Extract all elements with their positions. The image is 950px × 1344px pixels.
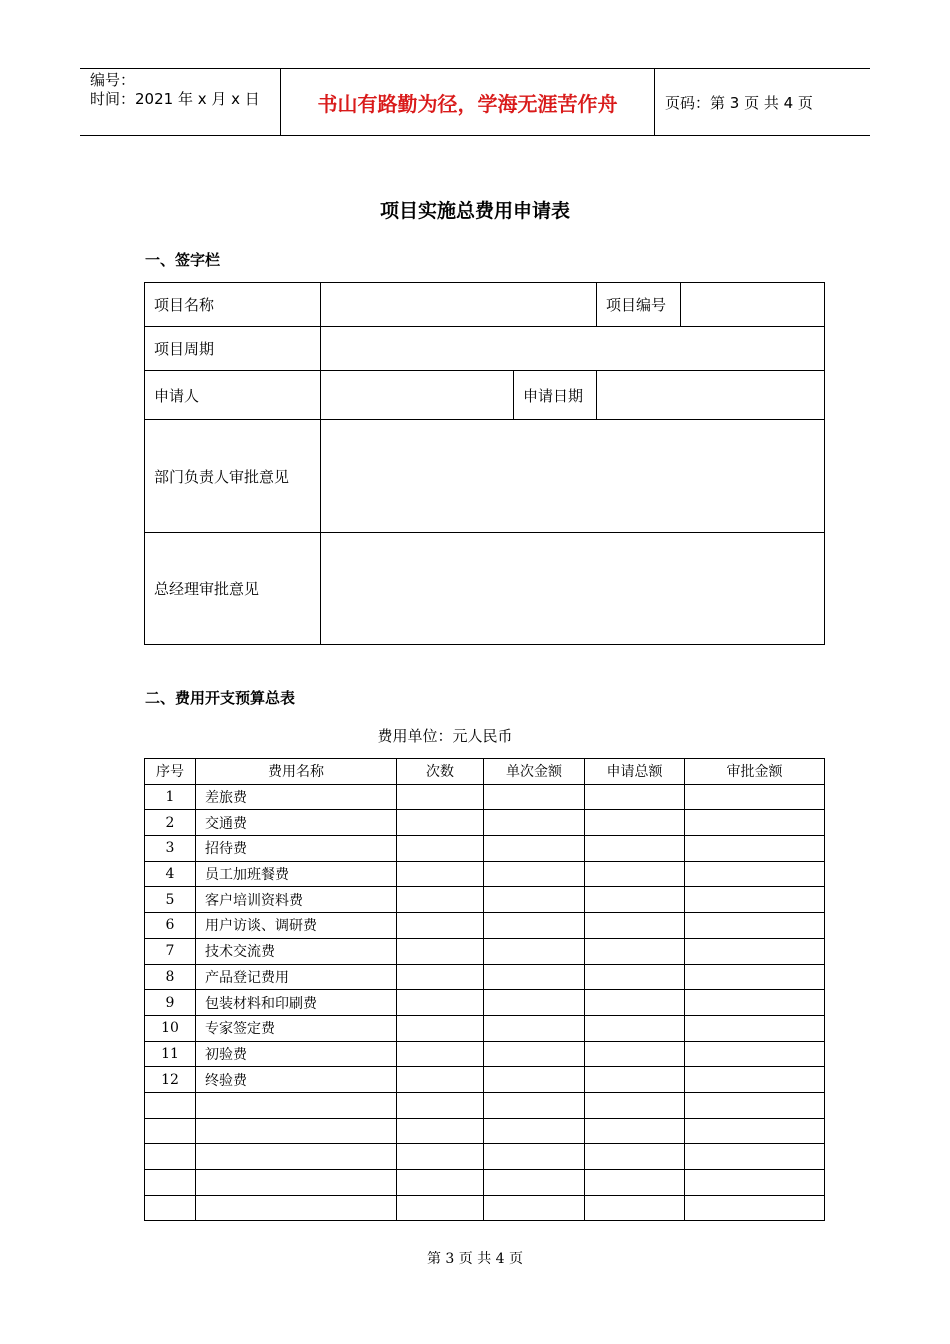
expense-name xyxy=(196,1195,397,1221)
total-amount-cell[interactable] xyxy=(585,1195,685,1221)
unit-amount-cell[interactable] xyxy=(484,1195,585,1221)
expense-name: 用户访谈、调研费 xyxy=(196,913,397,939)
total-amount-cell[interactable] xyxy=(585,1067,685,1093)
approved-amount-cell[interactable] xyxy=(685,990,825,1016)
col-header-unit-amount: 单次金额 xyxy=(484,759,585,785)
table-row xyxy=(145,784,825,810)
unit-amount-cell[interactable] xyxy=(484,836,585,862)
table-row xyxy=(145,283,825,327)
expense-name: 技术交流费 xyxy=(196,938,397,964)
unit-amount-cell[interactable] xyxy=(484,913,585,939)
expense-name: 专家签定费 xyxy=(196,1015,397,1041)
count-cell[interactable] xyxy=(397,887,484,913)
approved-amount-cell[interactable] xyxy=(685,913,825,939)
count-cell[interactable] xyxy=(397,938,484,964)
apply-date-label: 申请日期 xyxy=(514,371,597,420)
table-row xyxy=(145,371,825,420)
page-footer: 第 3 页 共 4 页 xyxy=(426,1251,524,1267)
expense-name xyxy=(196,1092,397,1118)
total-amount-cell[interactable] xyxy=(585,964,685,990)
total-amount-cell[interactable] xyxy=(585,836,685,862)
total-amount-cell[interactable] xyxy=(585,784,685,810)
table-row xyxy=(145,990,825,1016)
row-number xyxy=(145,1195,196,1221)
row-number: 1 xyxy=(145,784,196,810)
approved-amount-cell[interactable] xyxy=(685,1041,825,1067)
approved-amount-cell[interactable] xyxy=(685,964,825,990)
approved-amount-cell[interactable] xyxy=(685,836,825,862)
unit-amount-cell[interactable] xyxy=(484,1067,585,1093)
row-number: 3 xyxy=(145,836,196,862)
section-heading-signature: 一、签字栏 xyxy=(145,251,221,269)
unit-amount-cell[interactable] xyxy=(484,1118,585,1144)
table-row xyxy=(145,1195,825,1221)
unit-amount-cell[interactable] xyxy=(484,1144,585,1170)
table-row xyxy=(145,836,825,862)
signature-table xyxy=(144,282,825,645)
total-amount-cell[interactable] xyxy=(585,810,685,836)
project-no-label: 项目编号 xyxy=(597,283,681,327)
total-amount-cell[interactable] xyxy=(585,1144,685,1170)
project-name-label: 项目名称 xyxy=(145,283,321,327)
count-cell[interactable] xyxy=(397,1092,484,1118)
table-row xyxy=(145,1118,825,1144)
count-cell[interactable] xyxy=(397,1170,484,1196)
approved-amount-cell[interactable] xyxy=(685,1170,825,1196)
unit-amount-cell[interactable] xyxy=(484,964,585,990)
row-number: 4 xyxy=(145,861,196,887)
dept-opinion-field[interactable] xyxy=(321,420,825,533)
expense-name: 差旅费 xyxy=(196,784,397,810)
approved-amount-cell[interactable] xyxy=(685,1118,825,1144)
unit-amount-cell[interactable] xyxy=(484,1092,585,1118)
table-row xyxy=(145,1170,825,1196)
count-cell[interactable] xyxy=(397,1041,484,1067)
count-cell[interactable] xyxy=(397,990,484,1016)
approved-amount-cell[interactable] xyxy=(685,861,825,887)
table-row xyxy=(145,1015,825,1041)
table-row xyxy=(145,327,825,371)
table-row xyxy=(145,420,825,533)
unit-amount-cell[interactable] xyxy=(484,861,585,887)
currency-unit: 费用单位：元人民币 xyxy=(377,727,513,745)
total-amount-cell[interactable] xyxy=(585,861,685,887)
count-cell[interactable] xyxy=(397,861,484,887)
col-header-count: 次数 xyxy=(397,759,484,785)
expense-name: 包装材料和印刷费 xyxy=(196,990,397,1016)
approved-amount-cell[interactable] xyxy=(685,1195,825,1221)
table-row xyxy=(145,1144,825,1170)
expense-name xyxy=(196,1170,397,1196)
row-number xyxy=(145,1144,196,1170)
unit-amount-cell[interactable] xyxy=(484,1170,585,1196)
applicant-field[interactable] xyxy=(321,371,514,420)
count-cell[interactable] xyxy=(397,810,484,836)
project-name-field[interactable] xyxy=(321,283,597,327)
total-amount-cell[interactable] xyxy=(585,1092,685,1118)
row-number: 5 xyxy=(145,887,196,913)
unit-amount-cell[interactable] xyxy=(484,784,585,810)
row-number: 12 xyxy=(145,1067,196,1093)
row-number xyxy=(145,1092,196,1118)
page-header xyxy=(80,68,870,136)
count-cell[interactable] xyxy=(397,1015,484,1041)
row-number xyxy=(145,1118,196,1144)
table-row xyxy=(145,533,825,645)
total-amount-cell[interactable] xyxy=(585,1170,685,1196)
unit-amount-cell[interactable] xyxy=(484,1015,585,1041)
count-cell[interactable] xyxy=(397,913,484,939)
table-header-row xyxy=(145,759,825,785)
unit-amount-cell[interactable] xyxy=(484,938,585,964)
gm-opinion-label: 总经理审批意见 xyxy=(145,533,321,645)
count-cell[interactable] xyxy=(397,784,484,810)
expense-name: 终验费 xyxy=(196,1067,397,1093)
expense-name: 客户培训资料费 xyxy=(196,887,397,913)
approved-amount-cell[interactable] xyxy=(685,1015,825,1041)
row-number: 8 xyxy=(145,964,196,990)
approved-amount-cell[interactable] xyxy=(685,938,825,964)
form-title: 项目实施总费用申请表 xyxy=(379,200,570,222)
section-heading-budget: 二、费用开支预算总表 xyxy=(145,689,296,707)
table-row xyxy=(145,1067,825,1093)
total-amount-cell[interactable] xyxy=(585,1015,685,1041)
table-row xyxy=(145,887,825,913)
expense-name: 初验费 xyxy=(196,1041,397,1067)
expense-name xyxy=(196,1144,397,1170)
count-cell[interactable] xyxy=(397,1118,484,1144)
table-row xyxy=(145,810,825,836)
col-header-no: 序号 xyxy=(145,759,196,785)
expense-name: 招待费 xyxy=(196,836,397,862)
row-number: 2 xyxy=(145,810,196,836)
apply-date-field[interactable] xyxy=(597,371,825,420)
approved-amount-cell[interactable] xyxy=(685,810,825,836)
count-cell[interactable] xyxy=(397,1067,484,1093)
expense-name xyxy=(196,1118,397,1144)
row-number: 10 xyxy=(145,1015,196,1041)
header-page-label: 页码：第 3 页 共 4 页 xyxy=(665,93,813,112)
unit-amount-cell[interactable] xyxy=(484,990,585,1016)
table-row xyxy=(145,964,825,990)
count-cell[interactable] xyxy=(397,1195,484,1221)
total-amount-cell[interactable] xyxy=(585,1041,685,1067)
approved-amount-cell[interactable] xyxy=(685,887,825,913)
table-row xyxy=(145,1041,825,1067)
row-number xyxy=(145,1170,196,1196)
expense-name: 员工加班餐费 xyxy=(196,861,397,887)
project-period-label: 项目周期 xyxy=(145,327,321,371)
unit-amount-cell[interactable] xyxy=(484,887,585,913)
gm-opinion-field[interactable] xyxy=(321,533,825,645)
expense-name: 产品登记费用 xyxy=(196,964,397,990)
header-left xyxy=(80,69,281,135)
table-row xyxy=(145,938,825,964)
table-row xyxy=(145,1092,825,1118)
dept-opinion-label: 部门负责人审批意见 xyxy=(145,420,321,533)
applicant-label: 申请人 xyxy=(145,371,321,420)
count-cell[interactable] xyxy=(397,1144,484,1170)
time-label: 时间：2021 年 x 月 x 日 xyxy=(90,90,260,108)
total-amount-cell[interactable] xyxy=(585,990,685,1016)
table-row xyxy=(145,861,825,887)
unit-amount-cell[interactable] xyxy=(484,810,585,836)
total-amount-cell[interactable] xyxy=(585,913,685,939)
row-number: 9 xyxy=(145,990,196,1016)
approved-amount-cell[interactable] xyxy=(685,1144,825,1170)
approved-amount-cell[interactable] xyxy=(685,1092,825,1118)
total-amount-cell[interactable] xyxy=(585,938,685,964)
project-period-field[interactable] xyxy=(321,327,825,371)
total-amount-cell[interactable] xyxy=(585,1118,685,1144)
col-header-approved-amount: 审批金额 xyxy=(685,759,825,785)
budget-table xyxy=(144,758,825,1221)
row-number: 7 xyxy=(145,938,196,964)
row-number: 6 xyxy=(145,913,196,939)
col-header-total-amount: 申请总额 xyxy=(585,759,685,785)
project-no-field[interactable] xyxy=(681,283,825,327)
approved-amount-cell[interactable] xyxy=(685,1067,825,1093)
unit-amount-cell[interactable] xyxy=(484,1041,585,1067)
code-label: 编号： xyxy=(90,71,136,89)
col-header-name: 费用名称 xyxy=(196,759,397,785)
count-cell[interactable] xyxy=(397,964,484,990)
total-amount-cell[interactable] xyxy=(585,887,685,913)
approved-amount-cell[interactable] xyxy=(685,784,825,810)
row-number: 11 xyxy=(145,1041,196,1067)
header-motto: 书山有路勤为径，学海无涯苦作舟 xyxy=(281,69,655,135)
expense-name: 交通费 xyxy=(196,810,397,836)
table-row xyxy=(145,913,825,939)
count-cell[interactable] xyxy=(397,836,484,862)
